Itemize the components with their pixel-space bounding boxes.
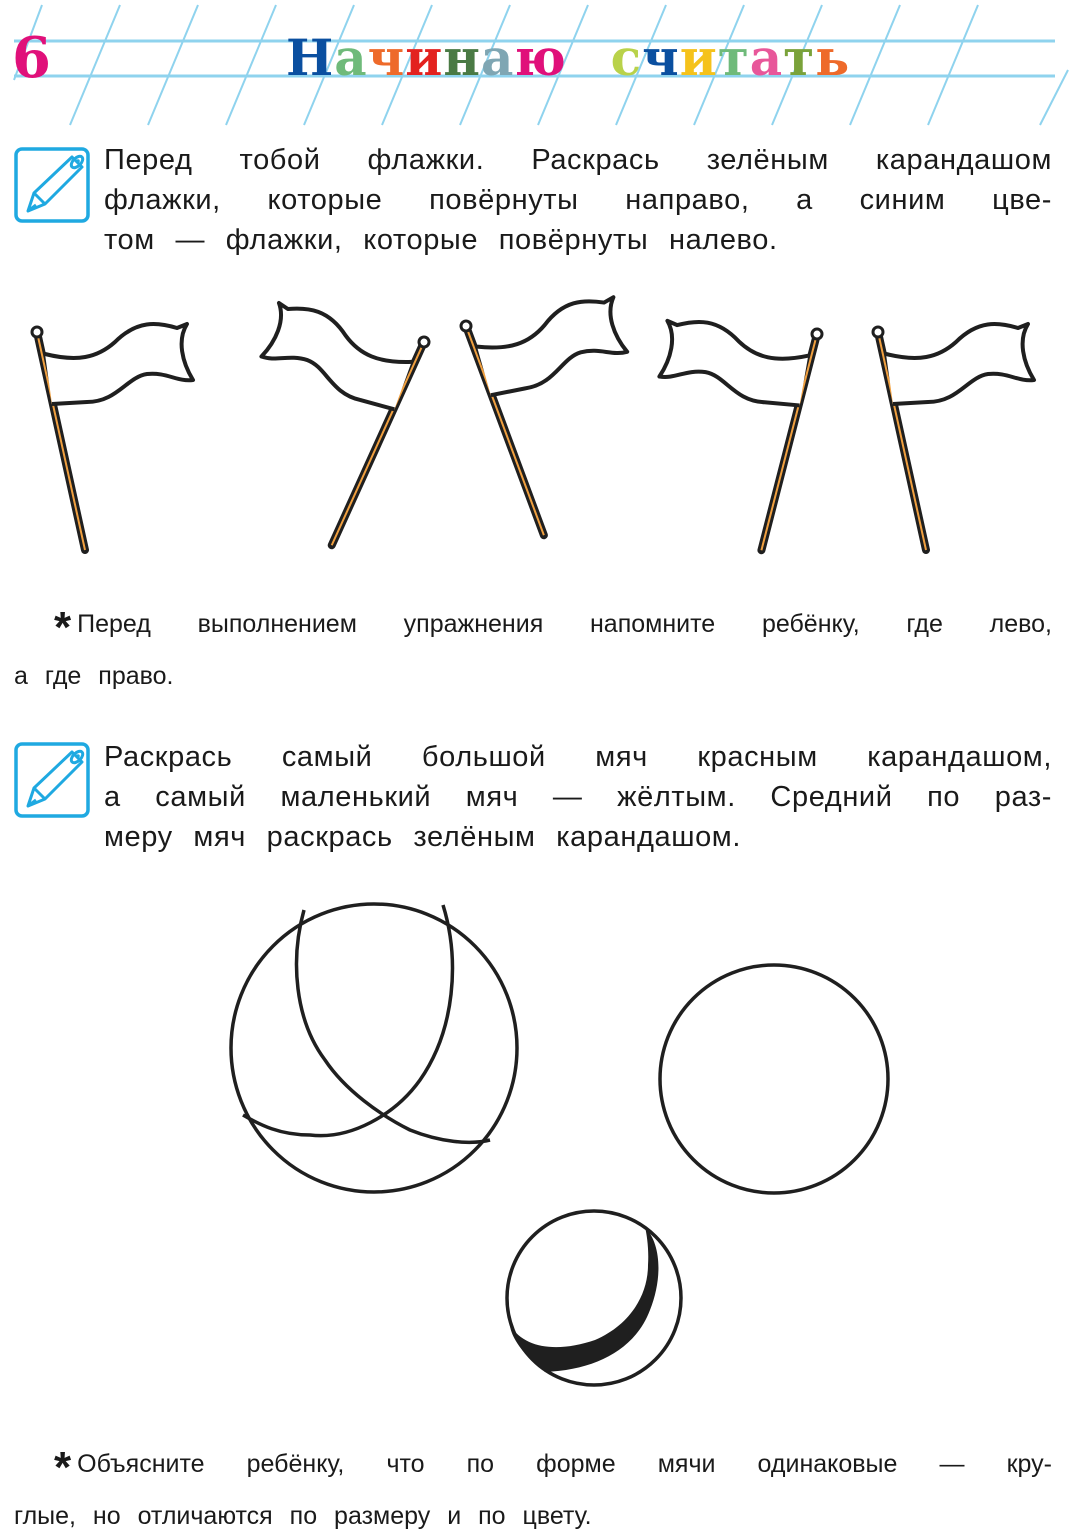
ball-small [507, 1211, 681, 1385]
title-letter: ю [514, 28, 567, 87]
pencil-icon [14, 742, 86, 814]
title-letter: и [679, 28, 718, 87]
task1-line: том — флажки, которые повёрнуты налево. [104, 224, 778, 256]
task2-line: а самый маленький мяч — жёлтым. Средний по раз- [104, 781, 1052, 813]
note1 [14, 600, 1052, 700]
task2-line: Раскрась самый большой мяч красным карандашом, [104, 741, 1052, 773]
title-letter: и [405, 28, 444, 87]
page-number: 6 [12, 25, 51, 91]
page-header [0, 0, 1072, 130]
title-letter: а [480, 28, 515, 87]
note2 [14, 1440, 1052, 1540]
asterisk-icon: * [54, 1443, 72, 1492]
note1-line: Перед выполнением упражнения напомните ребёнку, где лево, [77, 610, 1052, 638]
task1-line: Перед тобой флажки. Раскрась зелёным карандашом [104, 144, 1052, 176]
ball-medium [660, 965, 888, 1193]
flag-5-right [873, 324, 1034, 550]
flag-2-left [226, 302, 430, 557]
task2-line: меру мяч раскрась зелёным карандашом. [104, 821, 742, 853]
task1-instructions [104, 140, 1052, 260]
page-title [286, 28, 850, 88]
note1-line: а где право. [14, 662, 174, 690]
title-letter: Н [286, 28, 335, 87]
flag-1-right [32, 324, 193, 550]
title-letter: н [443, 28, 481, 87]
title-letter: ч [367, 28, 406, 87]
asterisk-icon: * [54, 603, 72, 652]
title-letter: т [783, 28, 816, 87]
flag-4-left [653, 321, 822, 552]
flag-3-right [460, 296, 651, 542]
title-letter: а [749, 28, 784, 87]
pencil-icon [14, 147, 86, 219]
title-letter: с [610, 28, 643, 87]
note2-line: глые, но отличаются по размеру и по цвету. [14, 1502, 592, 1530]
task2-instructions [104, 737, 1052, 857]
note2-line: Объясните ребёнку, что по форме мячи одинаковые — кру- [77, 1450, 1052, 1478]
title-letter: а [334, 28, 368, 87]
ball-large [231, 904, 517, 1192]
task1-line: флажки, которые повёрнуты направо, а синим цве- [104, 184, 1052, 216]
balls-illustration [0, 890, 1072, 1410]
title-letter: ч [642, 28, 680, 87]
flags-illustration [0, 290, 1072, 560]
title-letter: т [717, 28, 750, 87]
title-letter: ь [815, 28, 851, 87]
